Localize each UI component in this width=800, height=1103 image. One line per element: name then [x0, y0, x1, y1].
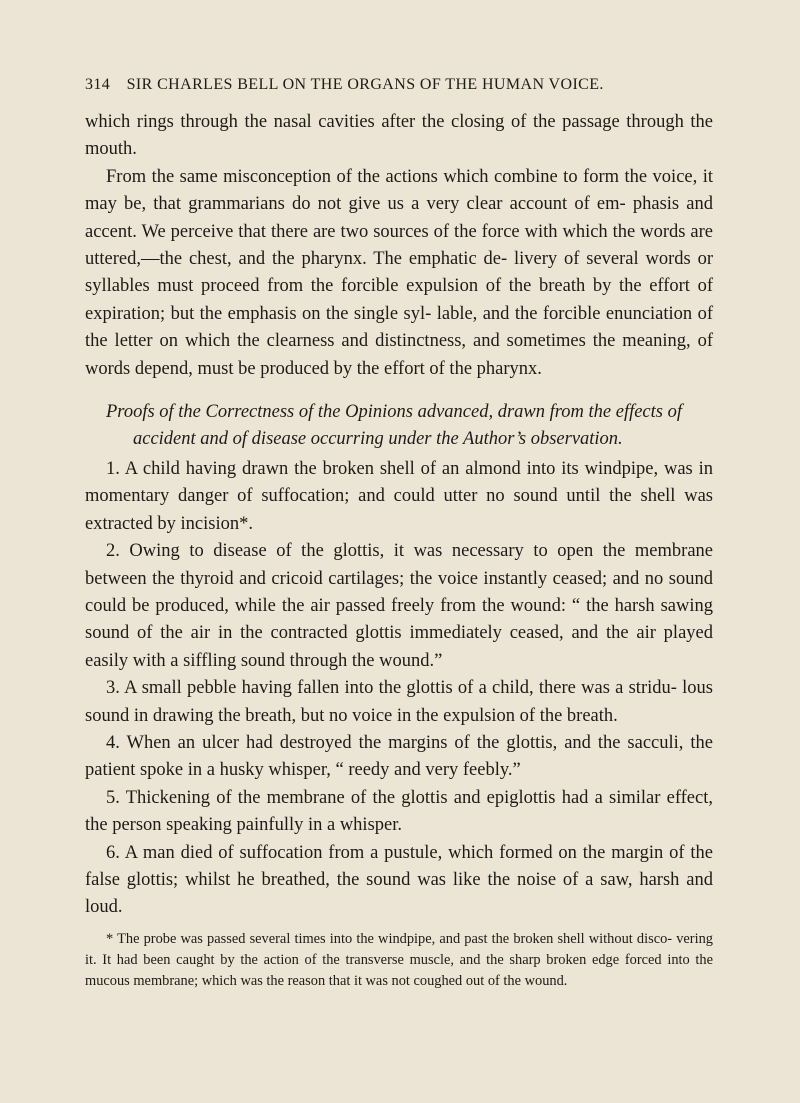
case-3: 3. A small pebble having fallen into the glottis of a child, there was a stridu- lous sound in drawing the breath, but no voice in the expulsion of the breath.: [85, 678, 713, 726]
footnote: * The probe was passed several times into the windpipe, and past the broken shell without disco- vering it. It had been caught by the action of the transverse muscle, and the sharp broken edge forced into the mucous membrane; which was the reason that it was not coughed out of the wound.: [85, 930, 713, 990]
case-4: 4. When an ulcer had destroyed the margins of the glottis, and the sacculi, the patient spoke in a husky whisper, “ reedy and very feebly.”: [85, 732, 713, 781]
paragraph-emphasis: From the same misconception of the actions which combine to form the voice, it may be, that grammarians do not give us a very clear account of em- phasis and accent. We perceive that there are two sources of the force with which the words are uttered,—the chest, and the pharynx. The emphatic de- livery of several words or syllables must proceed from the forcible expulsion of the breath by the effort of expiration; but the emphasis on the single syl- lable, and the forcible enunciation of the letter on which the clearness and distinctness, and sometimes the meaning, of words depend, must be produced by the effort of the pharynx.: [85, 166, 713, 379]
case-5: 5. Thickening of the membrane of the glottis and epiglottis had a similar effect, the person speaking painfully in a whisper.: [85, 787, 713, 836]
case-6: 6. A man died of suffocation from a pustule, which formed on the margin of the false glottis; whilst he breathed, the sound was like the noise of a saw, harsh and loud.: [85, 842, 713, 918]
paragraph-continued: which rings through the nasal cavities after the closing of the passage through the mouth.: [85, 112, 713, 160]
case-2: 2. Owing to disease of the glottis, it was necessary to open the membrane between the thyroid and cricoid cartilages; the voice instantly ceased; and no sound could be produced, while the air passed freely from the wound: “ the harsh sawing sound of the air in the contracted glottis immediately ceased, and the air played easily with a siffling sound through the wound.”: [85, 541, 713, 671]
page-number: 314: [85, 76, 111, 93]
section-heading: Proofs of the Correctness of the Opinions advanced, drawn from the effects of accident and of disease occurring under the Author’s observation.: [106, 402, 683, 450]
running-title: SIR CHARLES BELL ON THE ORGANS OF THE HUMAN VOICE.: [126, 76, 604, 93]
running-header: [85, 76, 705, 94]
case-1: 1. A child having drawn the broken shell of an almond into its windpipe, was in momentary danger of suffocation; and could utter no sound until the shell was extracted by incision*.: [85, 458, 713, 534]
page-body: [85, 109, 713, 993]
